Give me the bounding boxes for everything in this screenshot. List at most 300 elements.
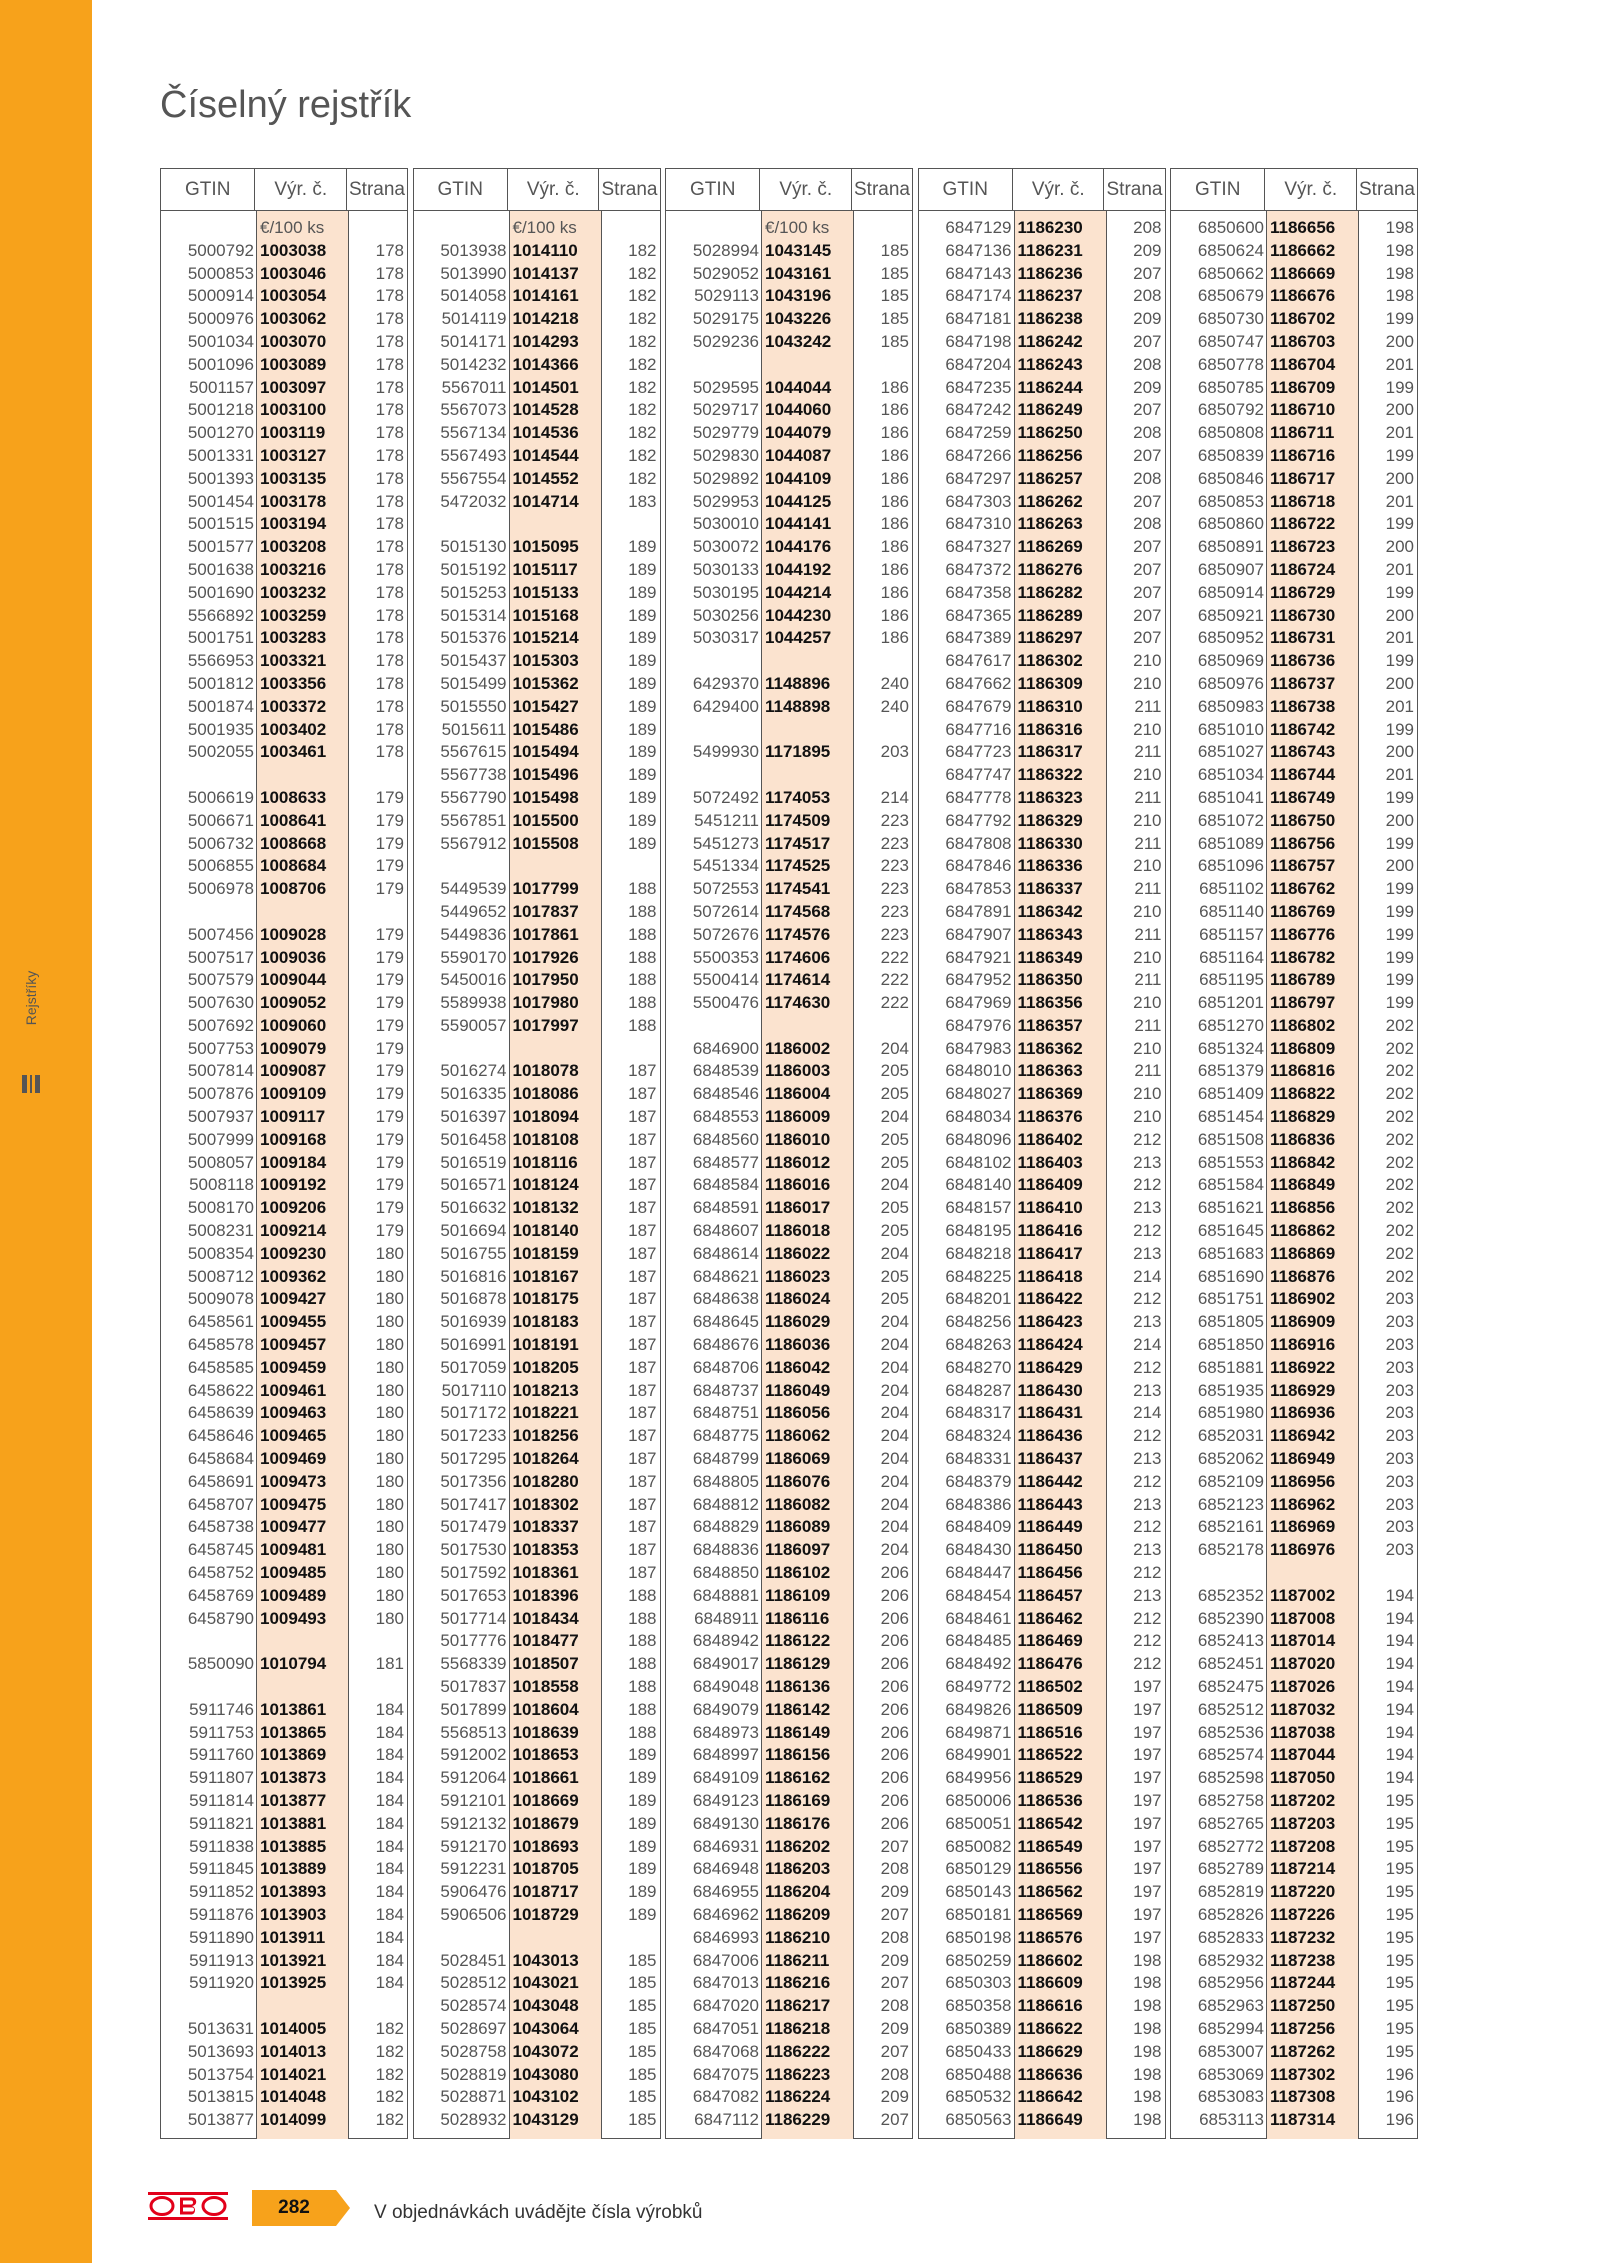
strana-cell: 211 — [1134, 879, 1162, 899]
gtin-cell: 5568513 — [440, 1722, 507, 1742]
table-row — [1171, 1744, 1417, 1767]
strana-cell: 206 — [880, 1631, 909, 1651]
vyr-cell: 1186717 — [1270, 468, 1336, 488]
gtin-cell: 6847372 — [945, 559, 1012, 579]
strana-cell: 209 — [880, 2018, 909, 2038]
vyr-cell: 1186356 — [1017, 993, 1083, 1013]
gtin-cell: 5028697 — [440, 2018, 507, 2038]
table-row — [161, 627, 407, 650]
table-row — [919, 855, 1165, 878]
vyr-cell: 1186962 — [1270, 1494, 1336, 1514]
vyr-cell: 1018108 — [512, 1129, 579, 1149]
strana-cell: 206 — [880, 1745, 909, 1765]
table-row — [666, 491, 912, 514]
strana-cell: 179 — [375, 787, 404, 807]
strana-cell: 197 — [1133, 1790, 1162, 1810]
vyr-cell: 1186222 — [765, 2041, 831, 2061]
table-row — [919, 627, 1165, 650]
table-row — [919, 1174, 1165, 1197]
gtin-cell: 5016755 — [440, 1243, 507, 1263]
strana-cell: 212 — [1133, 1563, 1162, 1583]
gtin-cell: 6851881 — [1197, 1357, 1264, 1377]
strana-cell: 199 — [1385, 445, 1414, 465]
gtin-cell: 6847921 — [945, 947, 1012, 967]
strana-cell: 210 — [1133, 651, 1162, 671]
table-row — [1171, 924, 1417, 947]
vyr-cell: 1186169 — [765, 1790, 831, 1810]
vyr-cell: 1186749 — [1270, 787, 1336, 807]
vyr-cell: 1013885 — [260, 1836, 327, 1856]
vyr-cell: 1018507 — [512, 1654, 579, 1674]
table-row — [666, 1516, 912, 1539]
vyr-cell: 1003178 — [260, 491, 327, 511]
vyr-cell: 1009109 — [260, 1084, 327, 1104]
table-row — [1171, 1539, 1417, 1562]
vyr-cell: 1186089 — [765, 1517, 831, 1537]
strana-cell: 189 — [628, 1882, 657, 1902]
strana-cell: 178 — [375, 377, 404, 397]
vyr-cell: 1186569 — [1017, 1904, 1083, 1924]
strana-cell: 213 — [1133, 1198, 1162, 1218]
strana-cell: 196 — [1385, 2110, 1414, 2130]
strana-cell: 203 — [1385, 1335, 1414, 1355]
vyr-cell: 1013921 — [260, 1950, 327, 1970]
table-row — [919, 696, 1165, 719]
strana-cell: 186 — [880, 605, 909, 625]
vyr-cell: 1186736 — [1270, 651, 1336, 671]
vyr-cell: 1015214 — [512, 628, 579, 648]
strana-cell: 182 — [628, 309, 657, 329]
strana-cell: 208 — [1133, 286, 1162, 306]
table-row — [414, 1950, 660, 1973]
table-row — [919, 513, 1165, 536]
strana-cell: 201 — [1385, 628, 1414, 648]
vyr-cell: 1171895 — [765, 742, 831, 762]
table-row — [666, 1494, 912, 1517]
table-row — [414, 1972, 660, 1995]
strana-cell: 189 — [628, 628, 657, 648]
strana-cell: 179 — [375, 879, 404, 899]
strana-cell: 187 — [628, 1426, 657, 1446]
table-row — [161, 1129, 407, 1152]
strana-cell: 203 — [1385, 1471, 1414, 1491]
vyr-cell: 1187256 — [1270, 2018, 1336, 2038]
strana-cell: 210 — [1133, 1084, 1162, 1104]
gtin-cell: 6851010 — [1197, 719, 1264, 739]
strana-cell: 203 — [1385, 1494, 1414, 1514]
vyr-cell: 1043161 — [765, 263, 832, 283]
table-row — [1171, 1380, 1417, 1403]
strana-cell: 204 — [880, 1494, 909, 1514]
vyr-cell: 1186211 — [765, 1950, 830, 1970]
strana-cell: 200 — [1385, 400, 1414, 420]
table-row — [919, 719, 1165, 742]
vyr-cell: 1015486 — [512, 719, 579, 739]
gtin-cell: 6849130 — [692, 1813, 759, 1833]
strana-cell: 214 — [880, 787, 909, 807]
vyr-cell — [1267, 1562, 1358, 1585]
table-row — [161, 2018, 407, 2041]
strana-cell: 207 — [1133, 331, 1162, 351]
strana-cell: 184 — [375, 1859, 404, 1879]
gtin-cell — [414, 855, 510, 878]
table-row — [666, 240, 912, 263]
table-row — [666, 1243, 912, 1266]
table-row — [666, 833, 912, 856]
gtin-cell: 5029717 — [692, 400, 759, 420]
strana-cell: 204 — [880, 1175, 909, 1195]
gtin-cell: 5006855 — [187, 856, 254, 876]
table-row — [1171, 1676, 1417, 1699]
table-row — [161, 377, 407, 400]
gtin-cell: 5016632 — [440, 1198, 507, 1218]
gtin-cell: 6847075 — [692, 2064, 759, 2084]
vyr-cell: 1018661 — [512, 1768, 579, 1788]
strana-cell: 187 — [628, 1221, 657, 1241]
vyr-cell: 1186849 — [1270, 1175, 1336, 1195]
table-row — [666, 1790, 912, 1813]
table-row — [414, 2041, 660, 2064]
table-row — [919, 2041, 1165, 2064]
strana-cell: 208 — [880, 1996, 909, 2016]
strana-cell: 204 — [880, 1471, 909, 1491]
table-row — [919, 1836, 1165, 1859]
strana-cell: 209 — [880, 1950, 909, 1970]
gtin-cell: 5001690 — [187, 582, 254, 602]
table-row — [1171, 1995, 1417, 2018]
table-row — [161, 878, 407, 901]
vyr-cell: 1014501 — [512, 377, 579, 397]
gtin-cell: 5001218 — [187, 400, 254, 420]
vyr-cell: 1003356 — [260, 673, 327, 693]
strana-cell: 180 — [375, 1585, 404, 1605]
table-row — [161, 1539, 407, 1562]
table-row — [414, 1722, 660, 1745]
strana-cell: 213 — [1133, 1540, 1162, 1560]
gtin-cell: 5014058 — [440, 286, 507, 306]
vyr-cell: 1018280 — [512, 1471, 579, 1491]
vyr-cell: 1009455 — [260, 1312, 327, 1332]
gtin-cell: 5912231 — [440, 1859, 507, 1879]
strana-cell: 179 — [375, 1038, 404, 1058]
strana-cell: 213 — [1133, 1494, 1162, 1514]
gtin-cell: 5016694 — [440, 1221, 507, 1241]
table-row — [1171, 331, 1417, 354]
table-row — [666, 787, 912, 810]
gtin-cell: 6848973 — [692, 1722, 759, 1742]
index-table — [160, 168, 1418, 2139]
table-row — [919, 468, 1165, 491]
gtin-cell: 6850778 — [1197, 354, 1264, 374]
vyr-cell: 1014005 — [260, 2018, 327, 2038]
strana-cell: 189 — [628, 765, 657, 785]
table-row — [161, 2041, 407, 2064]
gtin-cell: 5001638 — [187, 559, 254, 579]
table-row — [414, 2064, 660, 2087]
strana-cell: 202 — [1385, 1084, 1414, 1104]
vyr-cell: 1044125 — [765, 491, 832, 511]
strana-cell: 210 — [1133, 719, 1162, 739]
strana-cell: 204 — [880, 1038, 909, 1058]
table-row — [1171, 1790, 1417, 1813]
table-row — [414, 354, 660, 377]
vyr-cell: 1044141 — [765, 514, 832, 534]
vyr-cell: 1003232 — [260, 582, 327, 602]
vyr-cell: 1015303 — [512, 651, 579, 671]
gtin-cell: 5567134 — [440, 423, 507, 443]
table-row — [919, 559, 1165, 582]
gtin-cell: 6848737 — [692, 1380, 759, 1400]
gtin-cell — [666, 1015, 762, 1038]
vyr-cell: 1009463 — [260, 1403, 327, 1423]
strana-cell: 178 — [375, 559, 404, 579]
vyr-cell: 1013865 — [260, 1722, 327, 1742]
gtin-cell: 5007456 — [187, 924, 254, 944]
strana-cell: 197 — [1133, 1699, 1162, 1719]
table-row — [161, 2064, 407, 2087]
table-row — [161, 1813, 407, 1836]
gtin-cell: 6848485 — [945, 1631, 1012, 1651]
table-row — [414, 536, 660, 559]
gtin-cell: 6458707 — [187, 1494, 254, 1514]
strana-cell: 201 — [1385, 354, 1414, 374]
strana-cell: 189 — [628, 1836, 657, 1856]
gtin-cell: 5016274 — [440, 1061, 507, 1081]
vyr-cell: 1186469 — [1017, 1631, 1083, 1651]
table-row — [1171, 605, 1417, 628]
vyr-cell: 1186036 — [765, 1335, 831, 1355]
gtin-cell: 6850662 — [1197, 263, 1264, 283]
gtin-cell: 6852932 — [1197, 1950, 1264, 1970]
vyr-cell: 1017837 — [512, 901, 579, 921]
vyr-cell: 1009481 — [260, 1540, 327, 1560]
strana-cell: 178 — [375, 491, 404, 511]
strana-cell: 203 — [1385, 1517, 1414, 1537]
table-row — [414, 1197, 660, 1220]
table-row — [1171, 1220, 1417, 1243]
gtin-cell: 6846948 — [692, 1859, 759, 1879]
gtin-cell: 6853083 — [1197, 2087, 1264, 2107]
table-row — [161, 1402, 407, 1425]
table-row — [666, 1402, 912, 1425]
strana-cell: 205 — [880, 1198, 909, 1218]
gtin-cell: 5499930 — [692, 742, 759, 762]
gtin-cell: 5016458 — [440, 1129, 507, 1149]
vyr-cell: 1186122 — [765, 1631, 831, 1651]
gtin-cell: 5906476 — [440, 1882, 507, 1902]
vyr-cell: 1186476 — [1017, 1654, 1083, 1674]
table-row — [414, 445, 660, 468]
gtin-cell: 5001454 — [187, 491, 254, 511]
strana-cell: 186 — [880, 445, 909, 465]
strana-cell — [853, 764, 912, 787]
vyr-cell: 1187002 — [1270, 1585, 1336, 1605]
table-row — [919, 2109, 1165, 2132]
table-row — [919, 650, 1165, 673]
vyr-cell: 1015095 — [512, 537, 579, 557]
table-row — [1171, 263, 1417, 286]
vyr-cell — [257, 1995, 348, 2018]
strana-cell: 207 — [880, 2110, 909, 2130]
strana-cell: 178 — [375, 537, 404, 557]
gtin-cell: 6852826 — [1197, 1904, 1264, 1924]
strana-cell: 204 — [880, 1449, 909, 1469]
table-row — [161, 810, 407, 833]
vyr-cell: 1186609 — [1017, 1973, 1083, 1993]
strana-cell: 178 — [375, 354, 404, 374]
strana-cell: 209 — [1133, 309, 1162, 329]
gtin-cell: 6847389 — [945, 628, 1012, 648]
strana-cell: 180 — [375, 1312, 404, 1332]
vyr-cell: 1009485 — [260, 1563, 327, 1583]
table-row — [161, 445, 407, 468]
vyr-cell: 1187026 — [1270, 1677, 1336, 1696]
vyr-cell: 1186317 — [1017, 742, 1083, 762]
table-row — [919, 1516, 1165, 1539]
vyr-cell: 1013911 — [260, 1927, 326, 1947]
strana-cell: 195 — [1385, 1904, 1414, 1924]
table-row — [1171, 308, 1417, 331]
vyr-cell: 1186230 — [1017, 218, 1083, 237]
gtin-cell: 6848584 — [692, 1175, 759, 1195]
strana-cell: 198 — [1133, 1950, 1162, 1970]
table-row — [919, 2064, 1165, 2087]
vyr-cell: 1018717 — [512, 1882, 579, 1902]
table-row — [1171, 354, 1417, 377]
vyr-cell: 1186204 — [765, 1882, 831, 1902]
vyr-cell: 1186056 — [765, 1403, 831, 1423]
gtin-cell: 6848218 — [945, 1243, 1012, 1263]
vyr-cell: 1187208 — [1270, 1836, 1336, 1856]
strana-cell: 188 — [628, 1722, 657, 1742]
vyr-cell: 1018140 — [512, 1221, 579, 1241]
vyr-cell: 1174614 — [765, 970, 831, 990]
table-row — [1171, 1904, 1417, 1927]
table-row — [414, 1106, 660, 1129]
table-row — [919, 1995, 1165, 2018]
vyr-cell: 1186409 — [1017, 1175, 1083, 1195]
vyr-cell: 1186842 — [1270, 1152, 1336, 1172]
gtin-cell: 5015314 — [440, 605, 507, 625]
vyr-cell: 1018094 — [512, 1107, 579, 1127]
table-row — [414, 1334, 660, 1357]
gtin-cell: 6851089 — [1197, 833, 1264, 853]
vyr-cell: 1186231 — [1017, 240, 1083, 260]
vyr-cell: 1018705 — [512, 1859, 579, 1879]
header-vyr-c: Výr. č. — [508, 169, 600, 210]
gtin-cell: 6847013 — [692, 1973, 759, 1993]
strana-cell: 186 — [880, 468, 909, 488]
table-row — [161, 1357, 407, 1380]
table-row — [414, 1425, 660, 1448]
strana-cell: 223 — [880, 879, 909, 899]
table-row — [919, 1448, 1165, 1471]
gtin-cell: 6847204 — [945, 354, 1012, 374]
table-row — [161, 1083, 407, 1106]
vyr-cell: 1186082 — [765, 1494, 831, 1514]
gtin-cell: 5911746 — [189, 1699, 254, 1719]
strana-cell: 185 — [628, 1973, 657, 1993]
table-row — [666, 1471, 912, 1494]
strana-cell: 187 — [628, 1266, 657, 1286]
gtin-cell: 6851645 — [1197, 1221, 1264, 1241]
table-row — [1171, 810, 1417, 833]
gtin-cell: 5001812 — [187, 673, 254, 693]
strana-cell: 188 — [628, 970, 657, 990]
gtin-cell: 6849871 — [945, 1722, 1012, 1742]
table-row — [161, 924, 407, 947]
vyr-cell: 1044060 — [765, 400, 832, 420]
vyr-cell: 1008641 — [260, 810, 327, 830]
gtin-cell: 6852536 — [1197, 1722, 1264, 1742]
gtin-cell: 5007937 — [187, 1107, 254, 1127]
table-row — [919, 1288, 1165, 1311]
table-row — [414, 1448, 660, 1471]
vyr-cell: 1018693 — [512, 1836, 579, 1856]
vyr-cell: 1186223 — [765, 2064, 831, 2084]
header-gtin: GTIN — [414, 169, 508, 210]
gtin-cell: 6852109 — [1197, 1471, 1264, 1491]
vyr-cell: 1186342 — [1017, 901, 1083, 921]
gtin-cell: 6850846 — [1197, 468, 1264, 488]
table-row — [161, 1881, 407, 1904]
gtin-cell: 5017479 — [440, 1517, 507, 1537]
header-vyr-c: Výr. č. — [1265, 169, 1357, 210]
strana-cell: 210 — [1133, 810, 1162, 830]
table-row — [666, 878, 912, 901]
table-row — [161, 217, 407, 240]
vyr-cell: 1017861 — [512, 924, 579, 944]
strana-cell: 206 — [880, 1768, 909, 1788]
strana-cell: 184 — [375, 1722, 404, 1742]
vyr-cell: 1010794 — [260, 1654, 327, 1674]
strana-cell: 200 — [1385, 856, 1414, 876]
table-row — [414, 1744, 660, 1767]
gtin-cell: 6848645 — [692, 1312, 759, 1332]
vyr-cell: 1003402 — [260, 719, 327, 739]
vyr-cell: 1018086 — [512, 1084, 579, 1104]
gtin-cell: 6852031 — [1197, 1426, 1264, 1446]
vyr-cell: 1186702 — [1270, 309, 1336, 329]
strana-cell: 185 — [628, 2110, 657, 2130]
vyr-cell: 1186242 — [1017, 331, 1083, 351]
gtin-cell: 6852765 — [1197, 1813, 1264, 1833]
gtin-cell: 5007579 — [187, 970, 254, 990]
gtin-cell: 5567912 — [440, 833, 507, 853]
gtin-cell: 5072553 — [692, 879, 759, 899]
strana-cell: 199 — [1385, 993, 1414, 1013]
vyr-cell: 1148896 — [765, 673, 831, 693]
strana-cell: 186 — [880, 582, 909, 602]
gtin-cell — [161, 764, 257, 787]
gtin-cell: 5013815 — [187, 2087, 254, 2107]
table-row — [919, 673, 1165, 696]
strana-cell: 188 — [628, 1015, 657, 1035]
gtin-cell: 5017776 — [440, 1631, 507, 1651]
table-row — [919, 1083, 1165, 1106]
gtin-cell: 6850808 — [1197, 423, 1264, 443]
vyr-cell: 1043242 — [765, 331, 832, 351]
gtin-cell: 5029779 — [692, 423, 759, 443]
strana-cell: 197 — [1133, 1859, 1162, 1879]
index-column — [413, 168, 661, 2139]
strana-cell: 185 — [628, 1996, 657, 2016]
table-row — [919, 1630, 1165, 1653]
strana-cell: 185 — [628, 1950, 657, 1970]
strana-cell: 223 — [880, 901, 909, 921]
strana-cell: 189 — [628, 810, 657, 830]
table-row — [414, 741, 660, 764]
